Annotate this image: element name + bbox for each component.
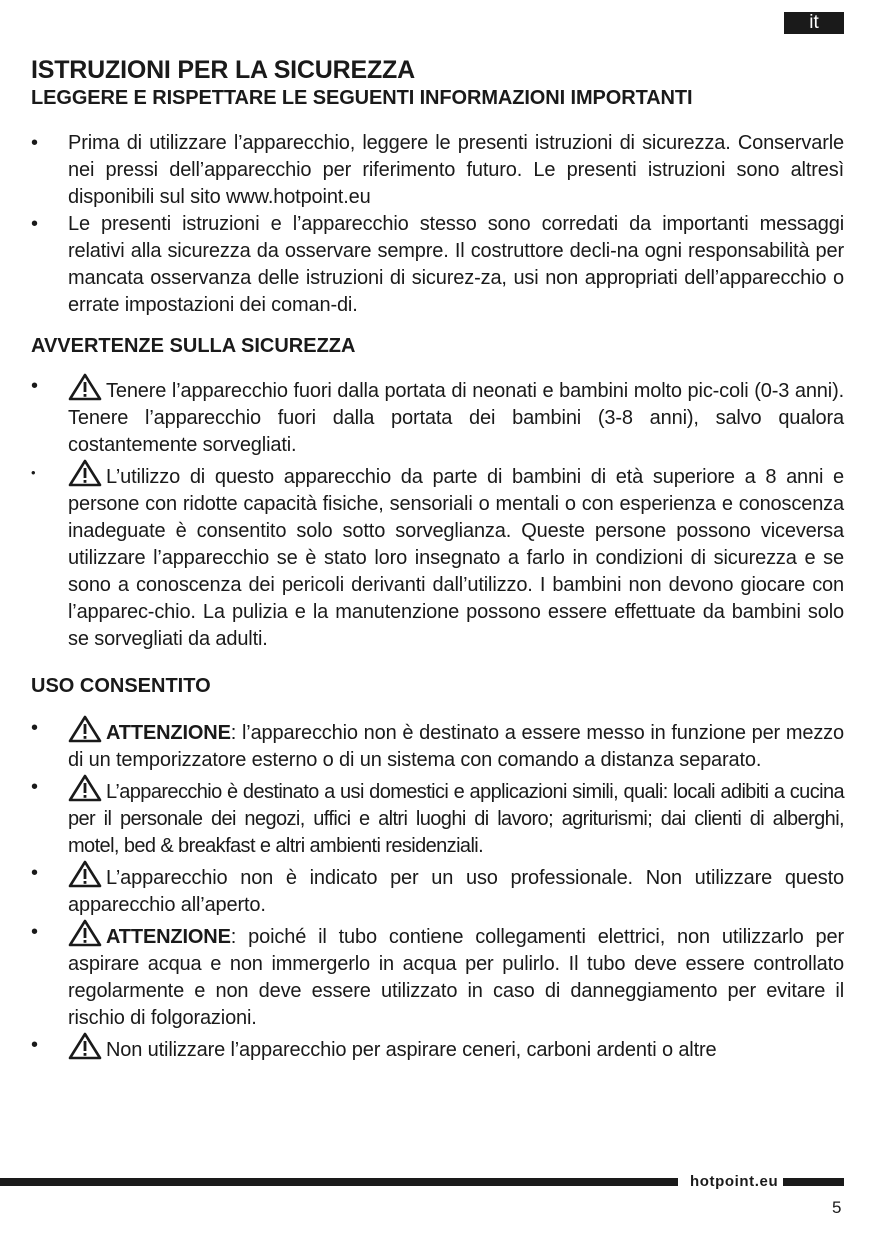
- bullet: •: [31, 921, 38, 943]
- document-body: [31, 130, 844, 1064]
- list-item: [31, 1032, 844, 1064]
- list-item: [31, 774, 844, 860]
- warning-triangle-icon: [68, 919, 102, 947]
- item-text: Tenere l’apparecchio fuori dalla portata di neonati e bambini molto pic-coli (0-3 anni). Tenere l’apparecchio fuori dalla portata dei bambini (3-8 anni), salvo qualora costantemente sorvegliati.: [68, 380, 844, 456]
- footer-brand: hotpoint.eu: [690, 1173, 779, 1190]
- page-number: 5: [832, 1198, 842, 1217]
- attention-label: ATTENZIONE: [106, 926, 231, 948]
- page-subtitle: LEGGERE E RISPETTARE LE SEGUENTI INFORMAZIONI IMPORTANTI: [31, 87, 693, 109]
- bullet: •: [31, 776, 38, 798]
- bullet: •: [31, 465, 36, 480]
- list-item: [31, 373, 844, 459]
- item-text: : l’apparecchio non è destinato a essere messo in funzione per mezzo di un temporizzatore esterno o di un sistema con comando a distanza separato.: [68, 722, 844, 771]
- bullet: •: [31, 132, 38, 154]
- bullet: •: [31, 862, 38, 884]
- section-heading-permitted-use: USO CONSENTITO: [31, 675, 211, 697]
- item-text: L’apparecchio è destinato a usi domestici e applicazioni simili, quali: locali adibiti a cucina per il personale dei negozi, uffici e altri luoghi di lavoro; agriturismi; dai clienti di alberghi, motel, bed & breakfast e altri ambienti residenziali.: [68, 781, 844, 857]
- item-text: L’apparecchio non è indicato per un uso professionale. Non utilizzare questo apparecchio all’aperto.: [68, 867, 844, 916]
- warning-triangle-icon: [68, 774, 102, 802]
- language-badge: it: [784, 12, 844, 34]
- list-item: [31, 211, 844, 319]
- item-text: L’utilizzo di questo apparecchio da parte di bambini di età superiore a 8 anni e persone con ridotte capacità fisiche, sensoriali o mentali o con esperienza e conoscenza inadeguate è consentito solo sotto sorveglianza. Queste persone possono viceversa utilizzare l’apparecchio se è stato loro insegnato a farlo in condizioni di sicurezza e se sono a conoscenza dei pericoli derivanti dall’utilizzo. I bambini non devono giocare con l’apparec-chio. La pulizia e la manutenzione possono essere effettuate da bambini solo se sorvegliati da adulti.: [68, 466, 844, 650]
- bullet: •: [31, 1034, 38, 1056]
- attention-label: ATTENZIONE: [106, 722, 231, 744]
- safety-warnings-list: [31, 373, 844, 653]
- list-item: [31, 715, 844, 774]
- list-item: [31, 130, 844, 211]
- list-item: [31, 459, 844, 653]
- footer-rule-right: [783, 1178, 844, 1186]
- warning-triangle-icon: [68, 373, 102, 401]
- warning-triangle-icon: [68, 860, 102, 888]
- warning-triangle-icon: [68, 1032, 102, 1060]
- warning-triangle-icon: [68, 459, 102, 487]
- warning-triangle-icon: [68, 715, 102, 743]
- list-item: [31, 860, 844, 919]
- list-item: [31, 919, 844, 1032]
- item-text: Prima di utilizzare l’apparecchio, leggere le presenti istruzioni di sicurezza. Conservarle nei pressi dell’apparecchio per riferimento futuro. Le presenti istruzioni sono altresì disponibili sul sito www.hotpoint.eu: [68, 132, 844, 208]
- item-text: Non utilizzare l’apparecchio per aspirare ceneri, carboni ardenti o altre: [106, 1039, 717, 1061]
- bullet: •: [31, 375, 38, 397]
- bullet: •: [31, 717, 38, 739]
- page-title: ISTRUZIONI PER LA SICUREZZA: [31, 56, 415, 84]
- item-text: Le presenti istruzioni e l’apparecchio stesso sono corredati da importanti messaggi relativi alla sicurezza da osservare sempre. Il costruttore decli-na ogni responsabilità per mancata osservanza delle istruzioni di sicurez-za, usi non appropriati dell’apparecchio o errate impostazioni dei coman-di.: [68, 213, 844, 316]
- permitted-use-list: [31, 715, 844, 1064]
- section-heading-safety-warnings: AVVERTENZE SULLA SICUREZZA: [31, 335, 356, 357]
- footer-rule-left: [0, 1178, 678, 1186]
- bullet: •: [31, 213, 38, 235]
- intro-list: [31, 130, 844, 319]
- item-text: : poiché il tubo contiene collegamenti elettrici, non utilizzarlo per aspirare acqua e non immergerlo in acqua per pulirlo. Il tubo deve essere controllato regolarmente e non deve essere utilizzato in caso di danneggiamento per evitare il rischio di folgorazioni.: [68, 926, 844, 1029]
